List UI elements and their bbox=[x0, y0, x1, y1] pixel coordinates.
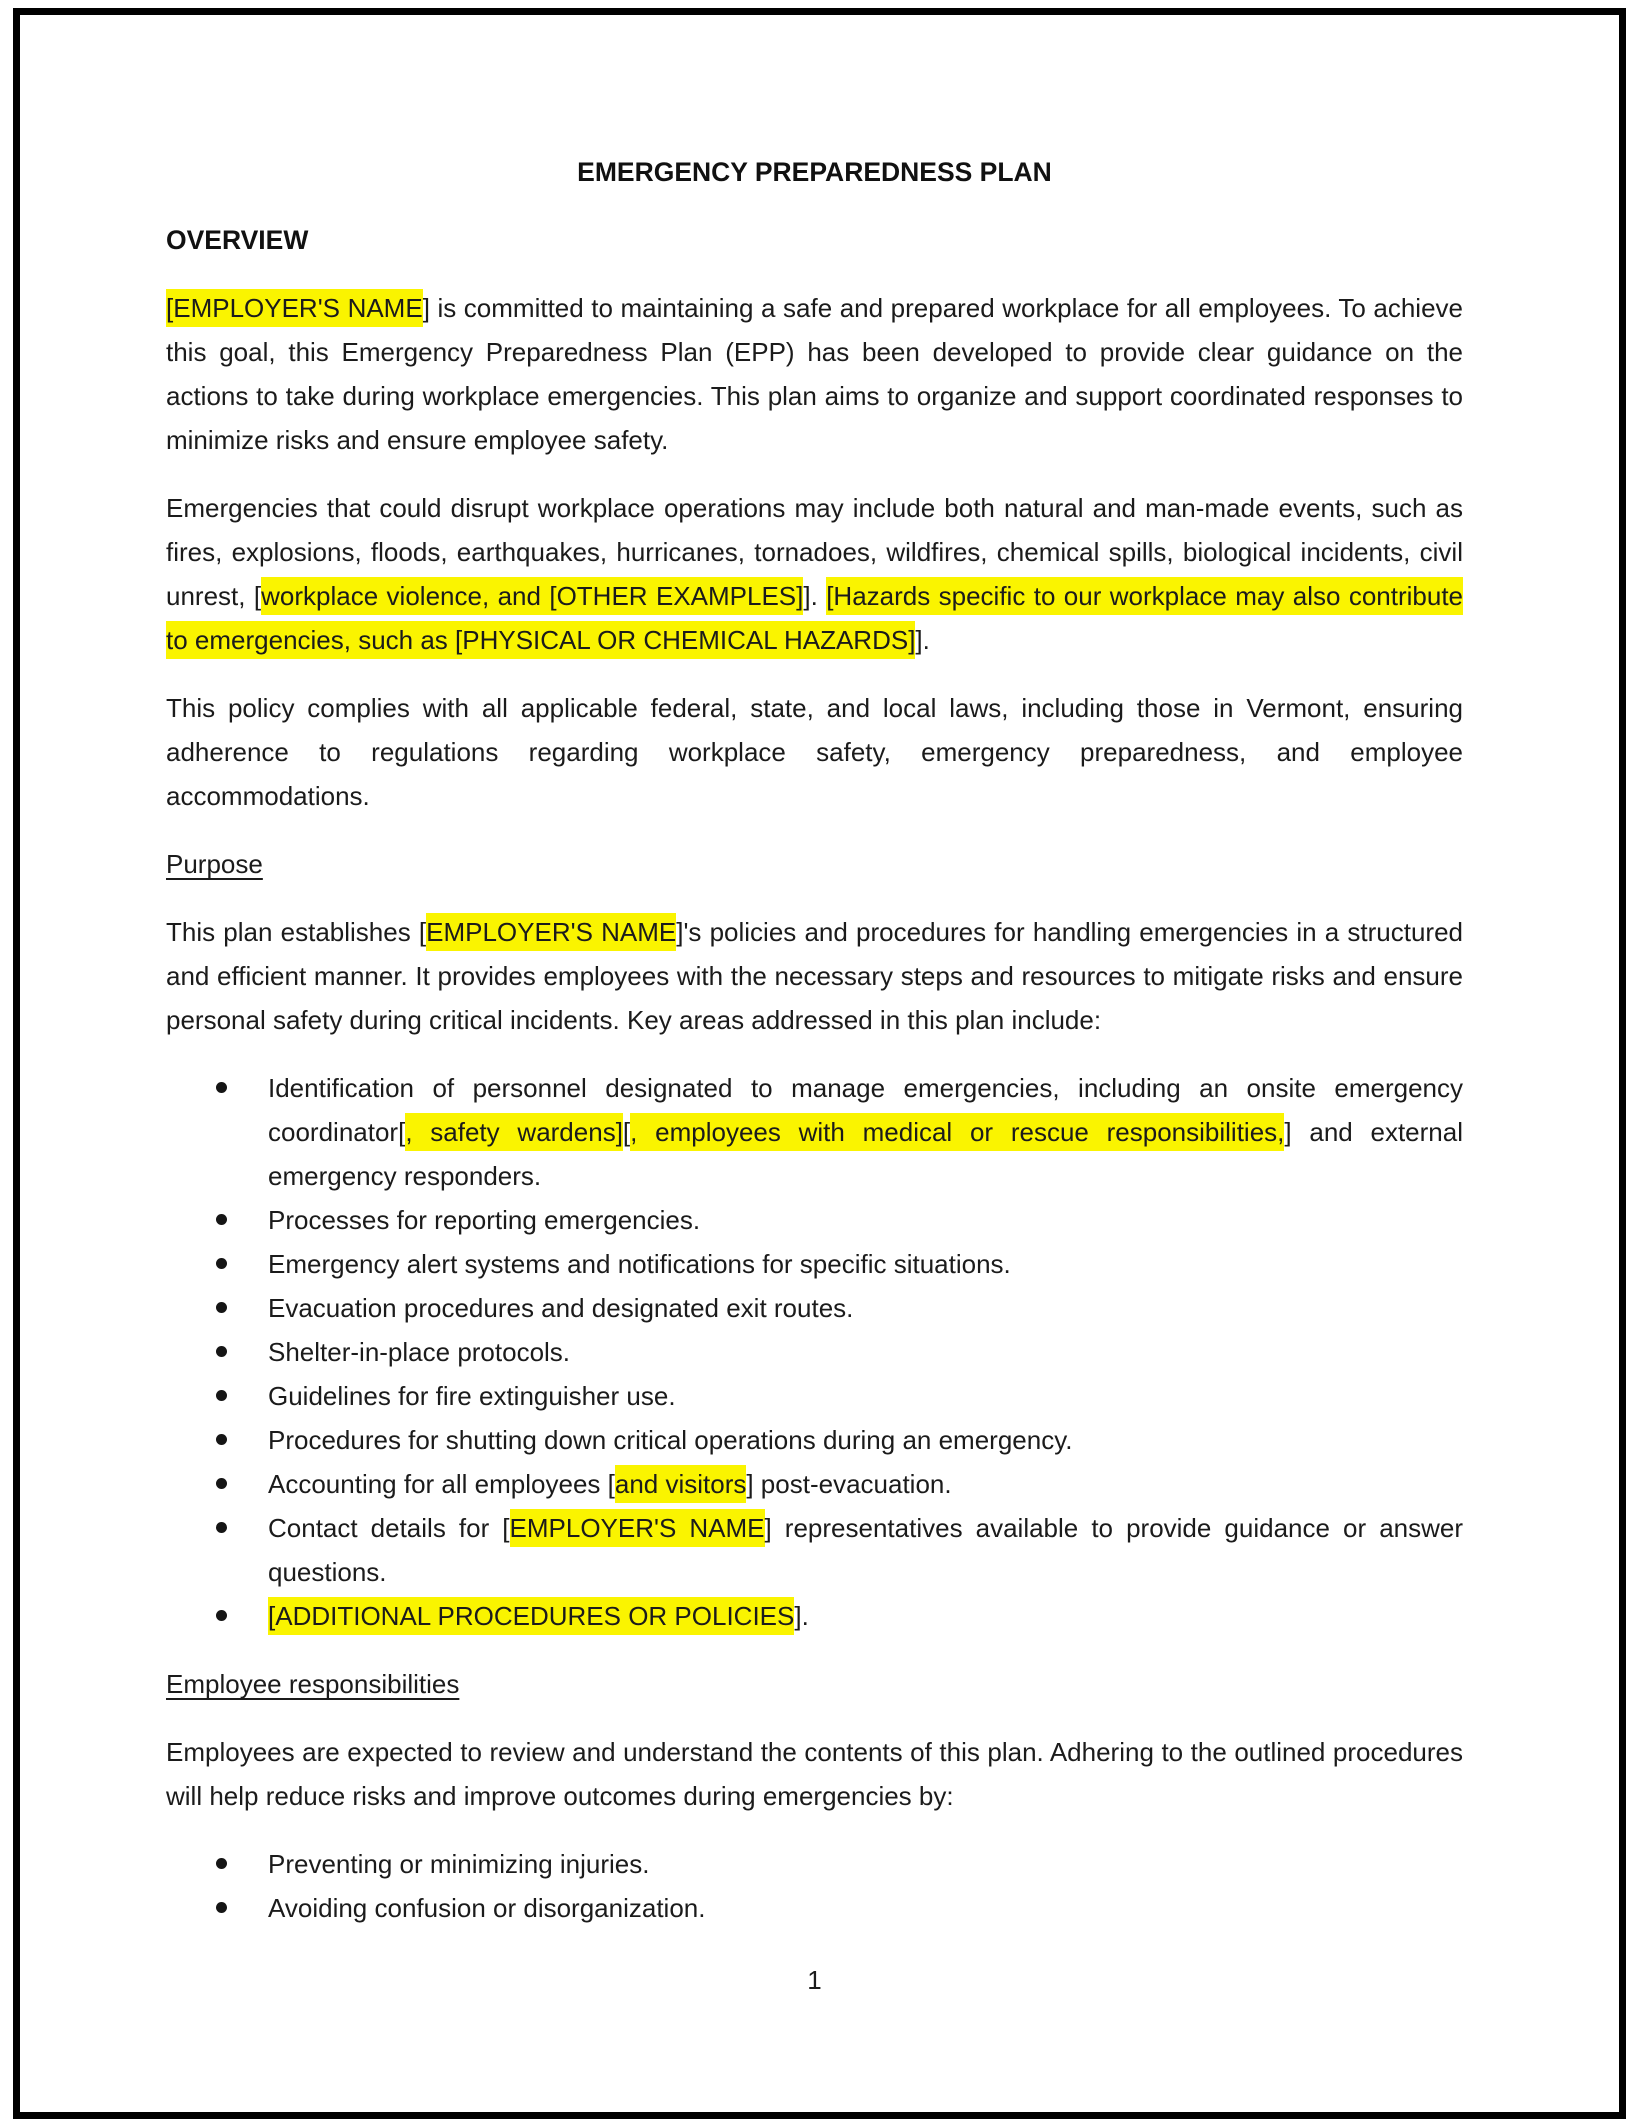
text-run: Emergency alert systems and notifications for specific situations. bbox=[268, 1249, 1011, 1279]
bullet-icon bbox=[216, 1302, 227, 1313]
text-run: ] post-evacuation. bbox=[746, 1469, 952, 1499]
paragraph bbox=[166, 286, 1463, 462]
list-item bbox=[166, 1286, 1463, 1330]
page-number: 1 bbox=[807, 1965, 822, 1995]
text-run: This plan establishes [ bbox=[166, 917, 427, 947]
text-run: ] is committed to maintaining a safe and prepared workplace for all employees. To achieve this goal, this Emergency Preparedness Plan (EPP) has been developed to provide clear guidance on the actions to take during workplace emergencies. This plan aims to organize and support coordinated responses to minimize risks and ensure employee safety. bbox=[166, 293, 1464, 455]
text-run: Shelter-in-place protocols. bbox=[268, 1337, 571, 1367]
text-run: ]. bbox=[915, 625, 930, 655]
bullet-icon bbox=[216, 1346, 227, 1357]
highlighted-placeholder: and visitors bbox=[615, 1465, 747, 1503]
text-run: Contact details for [ bbox=[268, 1513, 510, 1543]
text-run: Procedures for shutting down critical operations during an emergency. bbox=[268, 1425, 1073, 1455]
subsection-heading: Employee responsibilities bbox=[166, 1669, 460, 1699]
paragraph bbox=[166, 1730, 1463, 1818]
bullet-icon bbox=[216, 1390, 227, 1401]
text-run: Emergencies that could disrupt workplace operations may include both natural and man-made events, such as fires, explosions, floods, earthquakes, hurricanes, tornadoes, wildfires, chemical spills, biological incidents, civil unrest, [ bbox=[166, 493, 1463, 611]
paragraph bbox=[166, 686, 1463, 818]
list-item bbox=[166, 1462, 1463, 1506]
text-run: Avoiding confusion or disorganization. bbox=[268, 1893, 706, 1923]
text-run: ]. bbox=[794, 1601, 809, 1631]
list-item bbox=[166, 1330, 1463, 1374]
bullet-icon bbox=[216, 1214, 227, 1225]
bullet-icon bbox=[216, 1258, 227, 1269]
highlighted-placeholder: [Hazards specific to our workplace may also contribute to emergencies, such as [PHYSICAL OR CHEMICAL HAZARDS] bbox=[166, 577, 1463, 659]
highlighted-placeholder: , employees with medical or rescue responsibilities, bbox=[630, 1113, 1284, 1151]
text-run: Preventing or minimizing injuries. bbox=[268, 1849, 650, 1879]
highlighted-placeholder: [EMPLOYER'S NAME bbox=[166, 289, 423, 327]
highlighted-placeholder: workplace violence, and [OTHER EXAMPLES] bbox=[261, 577, 803, 615]
highlighted-placeholder: [ADDITIONAL PROCEDURES OR POLICIES bbox=[268, 1597, 794, 1635]
text-run: Processes for reporting emergencies. bbox=[268, 1205, 701, 1235]
bullet-list bbox=[166, 1066, 1463, 1638]
bullet-icon bbox=[216, 1082, 227, 1093]
list-item bbox=[166, 1066, 1463, 1198]
bullet-icon bbox=[216, 1858, 227, 1869]
text-run: Employees are expected to review and understand the contents of this plan. Adhering to the outlined procedures will help reduce risks and improve outcomes during emergencies by: bbox=[166, 1737, 1463, 1811]
list-item bbox=[166, 1418, 1463, 1462]
list-item bbox=[166, 1506, 1463, 1594]
paragraph bbox=[166, 486, 1463, 662]
bullet-icon bbox=[216, 1522, 227, 1533]
bullet-icon bbox=[216, 1478, 227, 1489]
text-run: [ bbox=[622, 1117, 631, 1147]
bullet-icon bbox=[216, 1902, 227, 1913]
list-item bbox=[166, 1374, 1463, 1418]
subsection-heading: Purpose bbox=[166, 849, 263, 879]
bullet-icon bbox=[216, 1610, 227, 1621]
text-run: ] and external emergency responders. bbox=[268, 1117, 1463, 1191]
paragraph bbox=[166, 910, 1463, 1042]
section-heading: OVERVIEW bbox=[166, 225, 309, 255]
bullet-list bbox=[166, 1842, 1463, 1930]
document-title: EMERGENCY PREPAREDNESS PLAN bbox=[577, 157, 1052, 187]
text-run: ]'s policies and procedures for handling emergencies in a structured and efficient manner. It provides employees with the necessary steps and resources to mitigate risks and ensure personal safety during critical incidents. Key areas addressed in this plan include: bbox=[166, 917, 1464, 1035]
list-item bbox=[166, 1198, 1463, 1242]
highlighted-placeholder: EMPLOYER'S NAME bbox=[510, 1509, 765, 1547]
text-run: ]. bbox=[803, 581, 827, 611]
list-item bbox=[166, 1242, 1463, 1286]
highlighted-placeholder: , safety wardens] bbox=[405, 1113, 623, 1151]
list-item bbox=[166, 1886, 1463, 1930]
text-run: ] representatives available to provide guidance or answer questions. bbox=[268, 1513, 1464, 1587]
bullet-icon bbox=[216, 1434, 227, 1445]
list-item bbox=[166, 1594, 1463, 1638]
list-item bbox=[166, 1842, 1463, 1886]
text-run: This policy complies with all applicable federal, state, and local laws, including those in Vermont, ensuring adherence to regulations regarding workplace safety, emergency preparedness, and employee accommodations. bbox=[166, 693, 1463, 811]
text-run: Accounting for all employees [ bbox=[268, 1469, 615, 1499]
highlighted-placeholder: EMPLOYER'S NAME bbox=[426, 913, 676, 951]
document-body bbox=[166, 150, 1463, 1930]
text-run: Evacuation procedures and designated exit routes. bbox=[268, 1293, 854, 1323]
text-run: Guidelines for fire extinguisher use. bbox=[268, 1381, 676, 1411]
text-run: Identification of personnel designated to manage emergencies, including an onsite emergency coordinator[ bbox=[268, 1073, 1463, 1147]
